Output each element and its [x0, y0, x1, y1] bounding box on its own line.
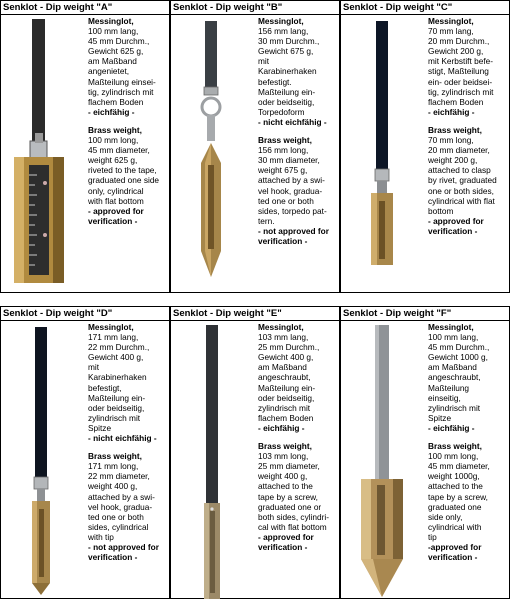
dip-weight-c-status-de: - eichfähig -: [428, 106, 475, 117]
dip-weight-e-panel: [170, 306, 340, 599]
dip-weight-b-photo: [171, 15, 255, 293]
dip-weight-b-status-en: - not approved for: [258, 225, 329, 236]
dip-weight-a-header: Senklot - Dip weight "A": [1, 1, 169, 15]
dip-weight-e-header: Senklot - Dip weight "E": [171, 307, 339, 321]
dip-weight-f-panel: [340, 306, 510, 599]
dip-weight-c-panel: [340, 0, 510, 293]
dip-weight-d-panel: [0, 306, 170, 599]
dip-weight-e-photo: [171, 321, 255, 599]
dip-weight-d-photo: [1, 321, 85, 599]
bottom-row: [0, 306, 510, 599]
dip-weight-e-status-en: - approved for: [258, 531, 314, 542]
dip-weight-c-photo: [341, 15, 425, 293]
dip-weight-a-status-en: - approved for: [88, 205, 144, 216]
dip-weight-c-description: Messinglot, 70 mm lang, 20 mm Durchm., Gewicht 200 g, mit Kerbstift befe- stigt, Maßteilung ein- oder beidsei- tig, zylindrisch mit flachem Boden - eichfähig - Brass weight, 70 mm long, 20 mm diameter, weight 200 g, attached to clasp by rivet, graduated one or both sides, cylindrical with flat bottom - approved for verification -: [428, 16, 509, 236]
dip-weight-b-panel: [170, 0, 340, 293]
dip-weight-c-header: Senklot - Dip weight "C": [341, 1, 509, 15]
dip-weight-f-description: Messinglot, 100 mm lang, 45 mm Durchm., Gewicht 1000 g, am Maßband angeschraubt, Maßteilung einseitig, zylindrisch mit Spitze - eichfähig - Brass weight, 100 mm long, 45 mm diameter, weight 1000g, attached to the tape by a screw, graduated one side only, cylindrical with tip -approved for verification -: [428, 322, 509, 562]
dip-weight-d-description: Messinglot, 171 mm lang, 22 mm Durchm., Gewicht 400 g, mit Karabinerhaken befestigt, Maßteilung ein- oder beidseitig, zylindrisch mit Spitze - nicht eichfähig - Brass weight, 171 mm long, 22 mm diameter, weight 400 g, attached by a swi- vel hook, gradua- ted one or both sides, cylindrical with tip - not approved for verification -: [88, 322, 169, 562]
dip-weight-a-photo: [1, 15, 85, 293]
dip-weight-e-description: Messinglot, 103 mm lang, 25 mm Durchm., Gewicht 400 g, am Maßband angeschraubt, Maßteilung ein- oder beidseitig, zylindrisch mit flachem Boden - eichfähig - Brass weight, 103 mm long, 25 mm diameter, weight 400 g, attached to the tape by a screw, graduated one or both sides, cylindri- cal with flat bottom - approved for verification -: [258, 322, 339, 552]
dip-weight-d-status-de: - nicht eichfähig -: [88, 433, 157, 444]
dip-weight-e-status-de: - eichfähig -: [258, 422, 305, 433]
dip-weight-b-header: Senklot - Dip weight "B": [171, 1, 339, 15]
top-row: [0, 0, 510, 293]
dip-weight-a-panel: [0, 0, 170, 293]
dip-weight-b-status-de: - nicht eichfähig -: [258, 116, 327, 127]
dip-weight-f-status-en: -approved for: [428, 541, 482, 552]
dip-weight-d-header: Senklot - Dip weight "D": [1, 307, 169, 321]
dip-weight-f-status-de: - eichfähig -: [428, 422, 475, 433]
dip-weight-f-header: Senklot - Dip weight "F": [341, 307, 509, 321]
dip-weight-a-description: Messinglot, 100 mm lang, 45 mm Durchm., Gewicht 625 g, am Maßband angenietet, Maßteilung einsei- tig, zylindrisch mit flachem Boden - eichfähig - Brass weight, 100 mm long, 45 mm diameter, weight 625 g, riveted to the tape, graduated one side only, cylindrical with flat bottom - approved for verification -: [88, 16, 169, 226]
dip-weight-f-photo: [341, 321, 425, 599]
dip-weight-c-status-en: - approved for: [428, 215, 484, 226]
dip-weight-d-status-en: - not approved for: [88, 541, 159, 552]
dip-weight-a-status-de: - eichfähig -: [88, 106, 135, 117]
dip-weight-b-description: Messinglot, 156 mm lang, 30 mm Durchm., Gewicht 675 g, mit Karabinerhaken befestigt. Maßteilung ein- oder beidseitig, Torpedoform - nicht eichfähig - Brass weight, 156 mm long, 30 mm diameter, weight 675 g, attached by a swi- vel hook, gradua- ted one or both sides, torpedo pat- tern. - not approved for verification -: [258, 16, 339, 246]
